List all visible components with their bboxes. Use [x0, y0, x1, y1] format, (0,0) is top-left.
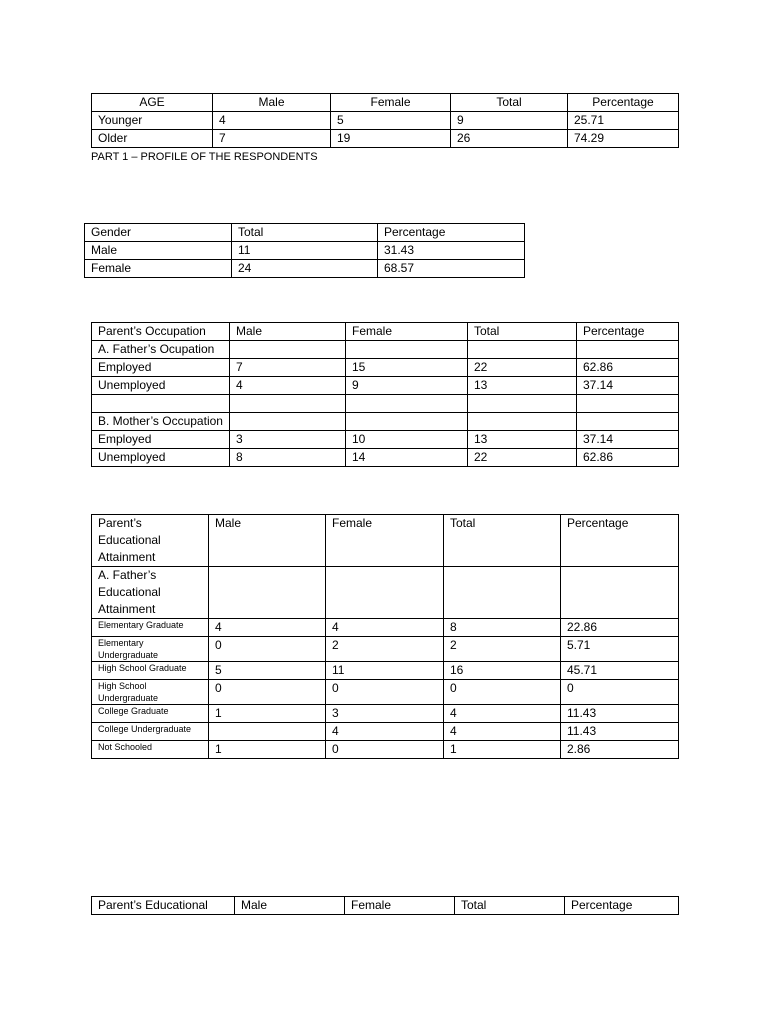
table-cell: 8: [444, 619, 561, 637]
header-cell: Percentage: [561, 515, 679, 567]
table-row: [92, 637, 679, 662]
table-cell: Female: [85, 260, 232, 278]
table-cell: 0: [326, 741, 444, 759]
table-cell: 3: [230, 431, 346, 449]
table-cell: 25.71: [568, 112, 679, 130]
section-label: B. Mother’s Occupation: [92, 413, 230, 431]
table-cell: 26: [451, 130, 568, 148]
table-cell: Male: [85, 242, 232, 260]
table-cell: 24: [232, 260, 378, 278]
table-cell: 16: [444, 662, 561, 680]
table-cell: 3: [326, 705, 444, 723]
table-cell: 0: [561, 680, 679, 705]
table-cell: 4: [444, 723, 561, 741]
table-header-row: [92, 897, 679, 915]
table-cell: Not Schooled: [92, 741, 209, 759]
header-cell: Male: [213, 94, 331, 112]
table-cell: Elementary Undergraduate: [92, 637, 209, 662]
header-cell: Total: [232, 224, 378, 242]
header-cell: Percentage: [565, 897, 679, 915]
header-cell: Male: [209, 515, 326, 567]
table-cell: 11: [326, 662, 444, 680]
table-header-row: [92, 323, 679, 341]
table-cell: 8: [230, 449, 346, 467]
table-row: [92, 723, 679, 741]
table-cell: 22: [468, 449, 577, 467]
table-cell: 2: [326, 637, 444, 662]
header-cell: Female: [326, 515, 444, 567]
table-cell: 4: [326, 723, 444, 741]
table-header-row: [85, 224, 525, 242]
header-cell: Female: [345, 897, 455, 915]
table-cell: Employed: [92, 431, 230, 449]
table-cell: 13: [468, 377, 577, 395]
header-cell: Male: [230, 323, 346, 341]
header-cell: Percentage: [568, 94, 679, 112]
table-cell: 7: [213, 130, 331, 148]
table-cell: Elementary Graduate: [92, 619, 209, 637]
table-cell: 10: [346, 431, 468, 449]
header-cell: Gender: [85, 224, 232, 242]
table-cell: 13: [468, 431, 577, 449]
table-cell: 15: [346, 359, 468, 377]
occupation-table: [91, 322, 679, 467]
table-row: [92, 112, 679, 130]
table-cell: 0: [209, 637, 326, 662]
table-row: [92, 680, 679, 705]
table-header-row: [92, 515, 679, 567]
table-cell: 0: [326, 680, 444, 705]
gender-table: [84, 223, 525, 278]
table-cell: 9: [451, 112, 568, 130]
table-cell: 4: [326, 619, 444, 637]
age-table: [91, 93, 679, 148]
table-cell: 11.43: [561, 705, 679, 723]
table-cell: 74.29: [568, 130, 679, 148]
table-cell: College Graduate: [92, 705, 209, 723]
section-label: A. Father’s Educational Attainment: [92, 567, 209, 619]
table-cell: High School Graduate: [92, 662, 209, 680]
table-row: [92, 619, 679, 637]
table-cell: 45.71: [561, 662, 679, 680]
education-table: [91, 514, 679, 759]
table-cell: Older: [92, 130, 213, 148]
table-cell: 1: [444, 741, 561, 759]
table-cell: 62.86: [577, 359, 679, 377]
table-cell: 4: [209, 619, 326, 637]
header-cell: AGE: [92, 94, 213, 112]
header-cell: Parent’s Educational: [92, 897, 235, 915]
table-cell: 2: [444, 637, 561, 662]
table-cell: 5.71: [561, 637, 679, 662]
header-cell: Female: [331, 94, 451, 112]
table-cell: Younger: [92, 112, 213, 130]
part-title: PART 1 – PROFILE OF THE RESPONDENTS: [91, 151, 318, 163]
table-row: [92, 431, 679, 449]
table-cell: 0: [444, 680, 561, 705]
table-row: [92, 413, 679, 431]
header-cell: Total: [468, 323, 577, 341]
table-cell: 7: [230, 359, 346, 377]
table-header-row: [92, 94, 679, 112]
header-cell: Percentage: [378, 224, 525, 242]
table-cell: 11: [232, 242, 378, 260]
table-row: [85, 242, 525, 260]
table-cell: 37.14: [577, 377, 679, 395]
education-table-2: [91, 896, 679, 915]
table-row: [92, 395, 679, 413]
header-cell: Total: [444, 515, 561, 567]
table-cell: 4: [213, 112, 331, 130]
table-cell: Employed: [92, 359, 230, 377]
header-cell: Parent’s Educational Attainment: [92, 515, 209, 567]
table-cell: 1: [209, 741, 326, 759]
table-cell: 68.57: [378, 260, 525, 278]
table-cell: 0: [209, 680, 326, 705]
table-cell: 37.14: [577, 431, 679, 449]
table-cell: 9: [346, 377, 468, 395]
table-cell: 14: [346, 449, 468, 467]
header-cell: Male: [235, 897, 345, 915]
table-row: [92, 130, 679, 148]
header-cell: Total: [451, 94, 568, 112]
table-row: [92, 662, 679, 680]
table-cell: 11.43: [561, 723, 679, 741]
header-cell: Total: [455, 897, 565, 915]
table-cell: High School Undergraduate: [92, 680, 209, 705]
header-cell: Percentage: [577, 323, 679, 341]
table-row: [85, 260, 525, 278]
table-row: [92, 567, 679, 619]
table-row: [92, 359, 679, 377]
table-cell: 62.86: [577, 449, 679, 467]
header-cell: Female: [346, 323, 468, 341]
table-cell: 22.86: [561, 619, 679, 637]
table-cell: 1: [209, 705, 326, 723]
table-cell: 19: [331, 130, 451, 148]
table-cell: [209, 723, 326, 741]
table-cell: 4: [230, 377, 346, 395]
table-cell: 5: [209, 662, 326, 680]
table-cell: College Undergraduate: [92, 723, 209, 741]
table-cell: Unemployed: [92, 377, 230, 395]
table-cell: 2.86: [561, 741, 679, 759]
table-row: [92, 341, 679, 359]
table-row: [92, 449, 679, 467]
table-cell: 31.43: [378, 242, 525, 260]
table-cell: Unemployed: [92, 449, 230, 467]
table-cell: 22: [468, 359, 577, 377]
table-row: [92, 705, 679, 723]
section-label: A. Father’s Ocupation: [92, 341, 230, 359]
table-cell: 4: [444, 705, 561, 723]
table-cell: 5: [331, 112, 451, 130]
header-cell: Parent’s Occupation: [92, 323, 230, 341]
table-row: [92, 741, 679, 759]
table-row: [92, 377, 679, 395]
